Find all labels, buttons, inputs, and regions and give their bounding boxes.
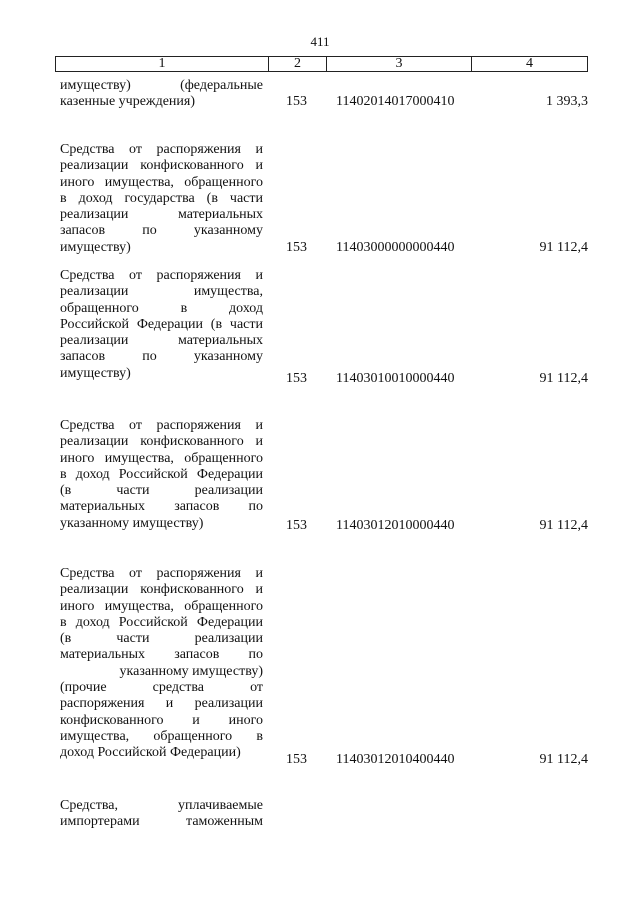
- description-line: реализации материальных: [60, 333, 263, 349]
- description-line: обращенного в доход: [60, 300, 263, 316]
- description-line: реализации конфискованного и: [60, 582, 263, 598]
- description-line: реализации конфискованного и: [60, 158, 263, 174]
- row-description: [60, 268, 263, 382]
- budget-classification-code: 11403012010000440: [336, 518, 455, 533]
- description-line: указанному имуществу): [60, 515, 204, 531]
- description-line: (в части реализации: [60, 631, 263, 647]
- description-line: реализации имущества,: [60, 284, 263, 300]
- column-header-row: [55, 56, 588, 72]
- description-line: иного имущества, обращенного: [60, 598, 263, 614]
- page-number: 411: [310, 34, 330, 49]
- description-line: доход Российской Федерации): [60, 745, 241, 761]
- description-line: имущества, обращенного в: [60, 728, 263, 744]
- description-line: имуществу): [60, 239, 131, 255]
- description-line: казенные учреждения): [60, 94, 196, 110]
- admin-code: 153: [286, 752, 307, 767]
- description-line: (в части реализации: [60, 483, 263, 499]
- description-line: запасов по указанному: [60, 349, 263, 365]
- description-line: Средства от распоряжения и: [60, 566, 263, 581]
- amount: 1 393,3: [546, 94, 588, 109]
- amount: 91 112,4: [539, 371, 588, 386]
- description-line: распоряжения и реализации: [60, 696, 263, 712]
- description-line: Российской Федерации (в части: [60, 316, 263, 332]
- amount: 91 112,4: [539, 752, 588, 767]
- description-line: (прочие средства от: [60, 680, 263, 696]
- admin-code: 153: [286, 371, 307, 386]
- row-description: [60, 418, 263, 532]
- row-description: [60, 566, 263, 762]
- admin-code: 153: [286, 240, 307, 255]
- budget-classification-code: 11403012010400440: [336, 752, 455, 767]
- column-header-4: 4: [526, 56, 533, 71]
- description-line: Средства от распоряжения и: [60, 142, 263, 157]
- description-line: Средства, уплачиваемые: [60, 798, 263, 813]
- description-line: имуществу): [60, 365, 131, 381]
- description-line: Средства от распоряжения и: [60, 268, 263, 283]
- description-line: реализации материальных: [60, 207, 263, 223]
- admin-code: 153: [286, 94, 307, 109]
- description-line: материальных запасов по: [60, 647, 263, 663]
- description-line: материальных запасов по: [60, 499, 263, 515]
- description-line: имуществу) (федеральные: [60, 78, 263, 93]
- description-line: запасов по указанному: [60, 223, 263, 239]
- description-line: конфискованного и иного: [60, 712, 263, 728]
- description-line: в доход государства (в части: [60, 190, 263, 206]
- column-header-3: 3: [327, 57, 472, 71]
- description-line: импортерами таможенным: [60, 814, 263, 830]
- budget-classification-code: 11403010010000440: [336, 371, 455, 386]
- budget-classification-code: 11403000000000440: [336, 240, 455, 255]
- amount: 91 112,4: [539, 518, 588, 533]
- amount: 91 112,4: [539, 240, 588, 255]
- row-description: [60, 78, 263, 111]
- column-header-1: 1: [56, 57, 269, 71]
- row-description: [60, 142, 263, 256]
- row-description: [60, 798, 263, 831]
- description-line: Средства от распоряжения и: [60, 418, 263, 433]
- budget-classification-code: 11402014017000410: [336, 94, 455, 109]
- description-line: иного имущества, обращенного: [60, 174, 263, 190]
- admin-code: 153: [286, 518, 307, 533]
- description-line: в доход Российской Федерации: [60, 466, 263, 482]
- column-header-2: 2: [269, 57, 327, 71]
- description-line: иного имущества, обращенного: [60, 450, 263, 466]
- description-line: указанному имуществу): [119, 663, 263, 679]
- description-line: реализации конфискованного и: [60, 434, 263, 450]
- description-line: в доход Российской Федерации: [60, 614, 263, 630]
